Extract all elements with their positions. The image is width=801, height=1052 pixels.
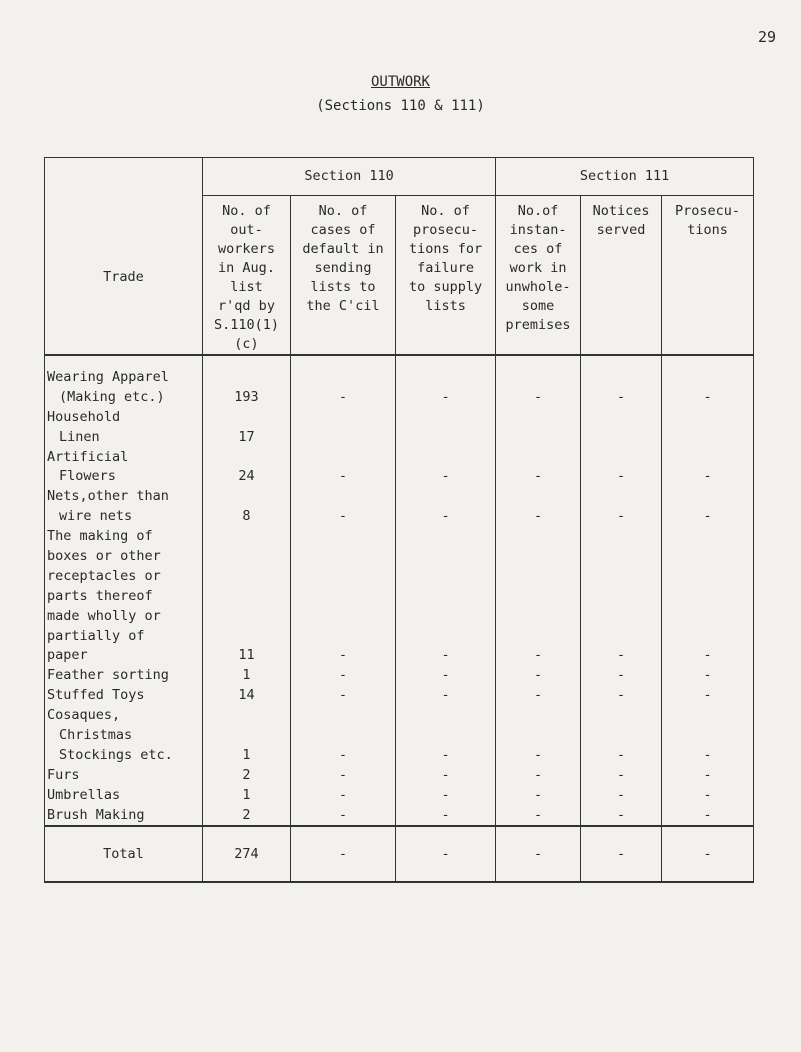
spacer: [291, 448, 395, 468]
header-line: unwhole-: [505, 279, 571, 295]
spacer: [496, 487, 580, 507]
spacer: [396, 368, 495, 388]
dash-value: -: [338, 508, 348, 525]
dash-value: -: [616, 508, 626, 525]
dash-value: [291, 428, 395, 448]
dash-value: -: [703, 806, 712, 823]
notices-column: [581, 355, 662, 826]
dash-value: -: [533, 786, 543, 803]
dash-value: -: [703, 388, 712, 405]
section-111-header: Section 111: [496, 158, 754, 196]
spacer: [203, 448, 290, 468]
spacer: [291, 627, 395, 647]
spacer: [496, 448, 580, 468]
total-label: Total: [45, 826, 203, 882]
spacer: [396, 408, 495, 428]
spacer: [396, 587, 495, 607]
spacer: [291, 547, 395, 567]
dash-value: -: [441, 806, 450, 823]
spacer: [662, 706, 753, 726]
header-line: to supply: [408, 279, 483, 295]
trade-column-header: Trade: [45, 196, 203, 356]
spacer: [396, 726, 495, 746]
spacer: [581, 448, 661, 468]
spacer: [291, 726, 395, 746]
dash-value: -: [441, 687, 450, 704]
header-line: list: [230, 279, 263, 295]
spacer: [396, 527, 495, 547]
spacer: [496, 607, 580, 627]
outworkers-count: 24: [238, 468, 255, 485]
trade-name: partially of: [47, 627, 145, 644]
trade-name: Linen: [59, 428, 100, 445]
spacer: [662, 527, 753, 547]
spacer: [291, 607, 395, 627]
instances-column: [496, 355, 581, 826]
spacer: [396, 547, 495, 567]
total-row: [45, 826, 754, 882]
header-line: in Aug.: [218, 260, 275, 276]
spacer: [203, 607, 290, 627]
spacer: [291, 527, 395, 547]
spacer: [291, 587, 395, 607]
spacer: [581, 607, 661, 627]
dash-value: -: [338, 806, 348, 823]
dash-value: [496, 428, 580, 448]
trade-name: Household: [47, 408, 121, 425]
dash-value: -: [616, 388, 626, 405]
header-line: some: [521, 298, 555, 314]
dash-value: -: [616, 468, 626, 485]
header-line: workers: [218, 241, 275, 257]
dash-value: -: [533, 806, 543, 823]
header-line: work in: [509, 260, 567, 276]
header-line: tions: [687, 222, 728, 238]
outworkers-count: 1: [242, 786, 251, 803]
spacer: [581, 547, 661, 567]
header-line: cases of: [310, 222, 376, 238]
trade-name: Christmas: [59, 727, 133, 744]
spacer: [203, 587, 290, 607]
dash-value: -: [533, 746, 543, 763]
dash-value: [396, 428, 495, 448]
prosecutions-110-column-header: [396, 196, 496, 356]
header-line: served: [596, 222, 646, 238]
spacer: [662, 627, 753, 647]
trade-name: Brush Making: [47, 806, 145, 823]
spacer: [203, 726, 290, 746]
spacer: [496, 527, 580, 547]
spacer: [203, 487, 290, 507]
header-line: No. of: [421, 203, 470, 219]
trade-name: Furs: [47, 766, 80, 783]
spacer: [396, 448, 495, 468]
trade-name: Artificial: [47, 448, 129, 465]
trade-name: (Making etc.): [59, 388, 165, 405]
default-column-header: [291, 196, 396, 356]
spacer: [203, 706, 290, 726]
spacer: [662, 607, 753, 627]
notices-column-header: [581, 196, 662, 356]
spacer: [396, 487, 495, 507]
total-dash: -: [496, 826, 581, 882]
dash-value: -: [338, 647, 348, 664]
outworkers-count: 2: [242, 806, 251, 823]
total-dash: -: [291, 826, 396, 882]
trade-name: boxes or other: [47, 548, 161, 565]
spacer: [581, 368, 661, 388]
dash-value: -: [533, 508, 543, 525]
dash-value: -: [338, 766, 348, 783]
dash-value: -: [703, 468, 712, 485]
trade-column: [45, 355, 203, 826]
default-column: [291, 355, 396, 826]
page-subtitle: (Sections 110 & 111): [316, 98, 485, 114]
trade-name: Umbrellas: [47, 786, 121, 803]
spacer: [291, 408, 395, 428]
dash-value: -: [616, 647, 626, 664]
body-row: [45, 355, 754, 826]
spacer: [496, 408, 580, 428]
dash-value: -: [703, 667, 712, 684]
trade-name: wire nets: [59, 508, 133, 525]
spacer: [203, 567, 290, 587]
dash-value: -: [338, 667, 348, 684]
spacer: [581, 567, 661, 587]
spacer: [496, 726, 580, 746]
header-line: lists: [425, 298, 466, 314]
outworkers-column: [203, 355, 291, 826]
trade-name: Stockings etc.: [59, 746, 173, 763]
trade-header-top: [45, 158, 203, 196]
prosecutions-111-column-header: [662, 196, 754, 356]
spacer: [662, 726, 753, 746]
prosecutions-110-column: [396, 355, 496, 826]
dash-value: -: [703, 647, 712, 664]
header-line: instan-: [509, 222, 567, 238]
dash-value: [581, 428, 661, 448]
dash-value: -: [441, 388, 450, 405]
spacer: [291, 368, 395, 388]
spacer: [496, 547, 580, 567]
spacer: [291, 487, 395, 507]
spacer: [496, 587, 580, 607]
trade-name: Flowers: [59, 468, 116, 485]
header-line: ces of: [513, 241, 563, 257]
trade-name: Nets,other than: [47, 488, 169, 505]
trade-name: parts thereof: [47, 587, 153, 604]
spacer: [396, 627, 495, 647]
outworkers-count: 8: [242, 508, 251, 525]
dash-value: -: [338, 388, 348, 405]
spacer: [203, 408, 290, 428]
outworkers-count: 193: [234, 388, 259, 405]
header-line: r'qd by: [218, 298, 275, 314]
spacer: [496, 567, 580, 587]
spacer: [496, 706, 580, 726]
dash-value: -: [616, 687, 626, 704]
header-line: S.110(1): [213, 317, 280, 333]
header-line: the C'cil: [306, 298, 380, 314]
dash-value: -: [616, 766, 626, 783]
spacer: [203, 547, 290, 567]
spacer: [496, 627, 580, 647]
spacer: [662, 408, 753, 428]
total-dash: -: [396, 826, 496, 882]
dash-value: -: [441, 667, 450, 684]
dash-value: -: [441, 508, 450, 525]
spacer: [662, 587, 753, 607]
dash-value: -: [616, 746, 626, 763]
spacer: [496, 368, 580, 388]
header-line: prosecu-: [413, 222, 479, 238]
dash-value: -: [616, 786, 626, 803]
dash-value: -: [703, 508, 712, 525]
header-line: No. of: [318, 203, 368, 219]
spacer: [203, 368, 290, 388]
outworkers-column-header: [203, 196, 291, 356]
trade-name: Wearing Apparel: [47, 369, 169, 385]
spacer: [581, 726, 661, 746]
dash-value: -: [338, 746, 348, 763]
header-line: failure: [417, 260, 474, 276]
page-number: 29: [758, 28, 777, 46]
dash-value: -: [533, 647, 543, 664]
spacer: [203, 627, 290, 647]
spacer: [662, 487, 753, 507]
spacer: [581, 627, 661, 647]
total-dash: -: [662, 826, 754, 882]
dash-value: [662, 428, 753, 448]
dash-value: -: [533, 468, 543, 485]
dash-value: -: [441, 766, 450, 783]
header-line: No.of: [517, 203, 559, 219]
dash-value: -: [533, 766, 543, 783]
dash-value: -: [441, 647, 450, 664]
outworkers-count: 17: [238, 428, 255, 445]
spacer: [662, 448, 753, 468]
dash-value: -: [703, 766, 712, 783]
outworkers-count: 1: [242, 667, 251, 684]
trade-name: The making of: [47, 528, 153, 545]
trade-name: paper: [47, 647, 88, 664]
spacer: [581, 706, 661, 726]
header-line: default in: [302, 241, 384, 257]
outworkers-count: 1: [242, 746, 251, 763]
spacer: [203, 527, 290, 547]
dash-value: -: [338, 786, 348, 803]
dash-value: -: [533, 687, 543, 704]
prosecutions-111-column: [662, 355, 754, 826]
total-value: 274: [203, 826, 291, 882]
dash-value: -: [441, 468, 450, 485]
header-line: Prosecu-: [675, 203, 741, 219]
header-line: tions for: [408, 241, 483, 257]
total-dash: -: [581, 826, 662, 882]
header-line: No. of: [222, 203, 271, 219]
spacer: [662, 368, 753, 388]
header-line: (c): [234, 336, 259, 352]
instances-column-header: [496, 196, 581, 356]
outworkers-count: 14: [238, 687, 255, 704]
spacer: [662, 567, 753, 587]
spacer: [581, 587, 661, 607]
outwork-table: [44, 157, 754, 883]
dash-value: -: [703, 687, 712, 704]
page-title: OUTWORK: [370, 74, 430, 90]
dash-value: -: [533, 388, 543, 405]
header-line: sending: [314, 260, 372, 276]
dash-value: -: [441, 786, 450, 803]
spacer: [396, 567, 495, 587]
dash-value: -: [441, 746, 450, 763]
spacer: [581, 527, 661, 547]
dash-value: -: [533, 667, 543, 684]
dash-value: -: [338, 468, 348, 485]
trade-name: Feather sorting: [47, 667, 169, 684]
header-line: out-: [230, 222, 263, 238]
outworkers-count: 11: [238, 647, 255, 664]
outworkers-count: 2: [242, 766, 251, 783]
header-line: lists to: [310, 279, 376, 295]
dash-value: -: [616, 667, 626, 684]
dash-value: -: [338, 687, 348, 704]
trade-name: Stuffed Toys: [47, 687, 145, 704]
trade-name: Cosaques,: [47, 707, 121, 724]
header-line: premises: [505, 317, 571, 333]
title-block: [0, 74, 801, 114]
section-110-header: Section 110: [203, 158, 496, 196]
dash-value: -: [703, 746, 712, 763]
spacer: [581, 408, 661, 428]
header-line: Notices: [592, 203, 650, 219]
trade-name: made wholly or: [47, 607, 161, 624]
spacer: [662, 547, 753, 567]
spacer: [396, 607, 495, 627]
spacer: [581, 487, 661, 507]
spacer: [291, 567, 395, 587]
dash-value: -: [703, 786, 712, 803]
spacer: [396, 706, 495, 726]
trade-name: receptacles or: [47, 567, 161, 584]
spacer: [291, 706, 395, 726]
dash-value: -: [616, 806, 626, 823]
